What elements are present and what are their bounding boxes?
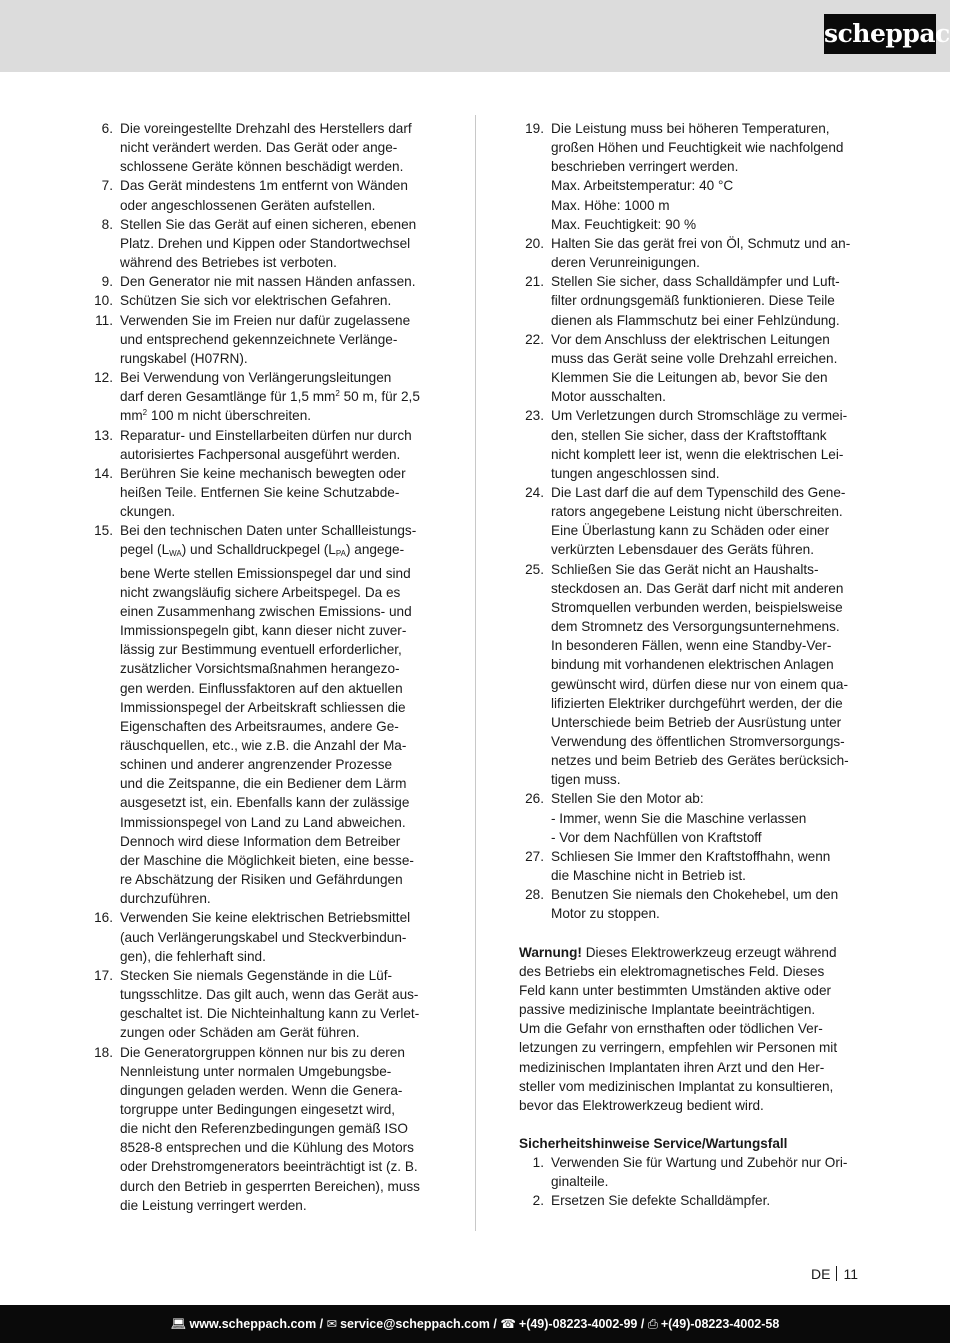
list-item [88,291,430,310]
list-item [88,215,430,272]
list-item-line: die Leistung verringert werden. [120,1197,307,1213]
list-item-line: Den Generator nie mit nassen Händen anfassen. [120,274,416,290]
list-item-line: gewünscht wird, dürfen diese nur von einem qua- [551,676,848,692]
list-item-line: $mm^2$ 100 m nicht überschreiten. [120,408,312,424]
list-item-line: Die voreingestellte Drehzahl des Herstellers darf [120,121,412,136]
list-item-line: verkürzten Lebensdauer des Geräts führen. [551,542,814,558]
list-item-line: nicht komplett leer ist, wenn die elektrischen Lei- [551,446,844,462]
list-item [519,1153,860,1191]
warning-line: steller vom medizinischen Implantat zu konsultieren, [519,1078,834,1094]
list-item-line: rungskabel (H07RN). [120,350,248,366]
list-item-line: ginalteile. [551,1174,609,1190]
list-item-line: Max. Höhe: 1000 m [551,197,670,213]
list-item-line: und die Zeitspanne, die ein Bediener dem Lärm [120,776,407,792]
list-item-number: 19. [525,121,544,136]
list-item-line: Immissionspegel der Arbeitskraft schliessen die [120,699,406,715]
list-item-line: zusätzlicher Vorsichtsmaßnahmen herangezo- [120,661,400,677]
list-item-number: 26. [525,791,544,807]
list-item-line: Schliesen Sie Immer den Kraftstoffhahn, wenn [551,848,831,864]
list-item [519,560,860,790]
list-item-line: lässig zur Bestimmung eventuell erforderlicher, [120,642,402,658]
list-item-line: den, stellen Sie sicher, dass der Kraftstofftank [551,427,827,443]
list-item [519,885,860,923]
list-item-line: der Maschine die Möglichkeit bieten, eine besse- [120,852,414,868]
list-item-line: schlossene Geräte können beschädigt werden. [120,159,404,175]
list-item-line: gen), die fehlerhaft sind. [120,948,266,964]
list-item-line: Vor dem Anschluss der elektrischen Leitungen [551,331,830,347]
list-item-line: Benutzen Sie niemals den Chokehebel, um den [551,887,839,903]
page-number: DE 11 [811,1266,858,1282]
list-item-line: pegel $(L_{WA})$ und Schalldruckpegel $(L_{PA})$ angege- [120,542,405,559]
list-item-line: Bei Verwendung von Verlängerungsleitungen [120,370,392,386]
list-item [88,908,430,965]
list-item-line: oder angeschlossenen Geräten aufstellen. [120,197,376,213]
list-item-number: 15. [94,523,113,539]
list-item-line: heißen Teile. Entfernen Sie keine Schutzabde- [120,484,400,500]
list-item-line: deren Verunreinigungen. [551,255,700,271]
column-divider [475,115,476,1231]
list-item-line: Verwendung des öffentlichen Stromversorgungs- [551,734,845,749]
warning-label: Warnung! [519,944,582,960]
list-item-line: räuschquellen, etc., wie z.B. die Anzahl der Ma- [120,738,407,753]
list-item-number: 6. [101,121,113,136]
list-item-line: tigen muss. [551,772,621,788]
list-item-line: torgruppe unter Bedingungen eingesetzt wird, [120,1101,396,1117]
list-item [88,176,430,214]
list-item [88,1043,430,1215]
list-item-number: 12. [94,370,113,386]
list-item-line: tungen angeschlossen sind. [551,465,720,481]
warning-paragraph: Warnung! Dieses Elektrowerkzeug erzeugt während des Betriebs ein elektromagnetisches Feld. Dieses Feld kann unter bestimmten Umständen aktive oder passive medizinische Implantate beeinträchtigen. Um die Gefahr von ernsthaften oder tödlichen Ver- letzungen zu verringern, empfehlen wir Personen mit medizinischen Implantaten ihren Arzt und den Her- steller vom medizinischen Implantat zu konsultieren, bevor das Elektrowerkzeug bedient wird. [519,943,860,1115]
list-item-line: Stellen Sie den Motor ab: [551,791,704,807]
list-item [519,330,860,407]
list-item-line: filter ordnungsgemäß funktionieren. Diese Teile [551,293,835,309]
list-item-line: bindung mit vorhandenen elektrischen Anlagen [551,657,834,673]
list-item-line: bene Werte stellen Emissionspegel dar und sind [120,565,411,581]
mail-icon: ✉ [326,1317,338,1331]
list-item-line: (auch Verlängerungskabel und Steckverbindun- [120,929,407,945]
footer-phone[interactable]: +(49)-08223-4002-99 / [518,1317,645,1331]
list-item-line: ausgesetzt ist, ein. Ebenfalls kann der zulässige [120,795,410,811]
list-item [88,464,430,521]
list-item-number: 9. [101,274,113,290]
list-item-line: lifizierten Elektriker durchgeführt werden, der die [551,695,843,711]
list-item-number: 21. [525,274,544,290]
list-item-number: 1. [532,1155,544,1171]
list-item-number: 10. [94,293,113,309]
list-item-line: Die Generatorgruppen können nur bis zu deren [120,1044,405,1060]
list-item-line: Unterschiede beim Betrieb der Ausrüstung unter [551,714,842,730]
list-item-number: 11. [95,312,113,328]
left-column [88,119,430,1215]
phone-icon: ☎ [500,1317,516,1331]
list-item-line: Immissionspegeln gibt, kann dieser nicht zuver- [120,623,407,639]
warning-line: passive medizinische Implantate beeinträchtigen. [519,1002,816,1018]
list-item-line: Stellen Sie sicher, dass Schalldämpfer und Luft- [551,274,840,290]
list-item-number: 8. [101,216,113,232]
list-item-line: einen Zusammenhang zwischen Emissions- und [120,603,412,619]
list-item-number: 7. [101,178,113,194]
list-item-line: Verwenden Sie im Freien nur dafür zugelassene [120,312,411,328]
list-item-line: Bei den technischen Daten unter Schallleistungs- [120,523,417,539]
warning-line: medizinischen Implantaten ihren Arzt und den Her- [519,1059,825,1075]
list-item-line: nicht verändert werden. Das Gerät oder ange- [120,140,398,156]
header-band [0,0,950,72]
list-item-line: autorisiertes Fachpersonal ausgeführt werden. [120,446,401,462]
list-item-12 [88,368,430,425]
list-item [519,119,860,234]
right-column [519,119,860,1211]
list-item-line: Schützen Sie sich vor elektrischen Gefahren. [120,293,392,309]
list-item-line: re Abschätzung der Risiken und Gefährdungen [120,872,403,888]
list-item-line: Klemmen Sie die Leitungen ab, bevor Sie den [551,370,828,386]
list-item-line: Motor zu stoppen. [551,906,660,922]
list-item [519,1191,860,1210]
list-item [88,311,430,368]
list-item [519,789,860,846]
list-item-line: - Immer, wenn Sie die Maschine verlassen [551,810,807,826]
list-item-line: dingungen geladen werden. Wenn die Genera- [120,1082,403,1098]
list-item [519,272,860,329]
list-item [88,966,430,1043]
list-item-line: In besonderen Fällen, wenn eine Standby-Ver- [551,638,832,654]
list-item-number: 13. [94,427,113,443]
list-item-line: Reparatur- und Einstellarbeiten dürfen nur durch [120,427,412,443]
list-item-line: Verwenden Sie für Wartung und Zubehör nur Ori- [551,1155,848,1171]
list-item-line: Motor ausschalten. [551,389,666,405]
list-item-line: Um Verletzungen durch Stromschläge zu vermei- [551,408,848,424]
list-item-line: muss das Gerät seine volle Drehzahl erreichen. [551,350,838,366]
list-item-line: durchzuführen. [120,891,211,907]
list-item-number: 2. [532,1193,544,1209]
list-item-number: 25. [525,561,544,577]
list-item [519,406,860,483]
list-item-line: Eine Überlastung kann zu Schäden oder einer [551,523,830,539]
list-item-line: die Maschine nicht in Betrieb ist. [551,868,746,884]
list-item-line: 8528-8 entsprechen und die Kühlung des Motors [120,1140,414,1156]
list-item-line: steckdosen an. Das Gerät darf nicht mit anderen [551,580,844,596]
list-item-line: während des Betriebes ist verboten. [120,255,337,271]
brand-logo: scheppach [824,14,936,54]
footer-fax[interactable]: +(49)-08223-4002-58 [660,1317,780,1331]
list-item-line: dienen als Flammschutz bei einer Fehlzündung. [551,312,840,328]
footer-website[interactable]: www.scheppach.com / [189,1317,324,1331]
warning-line: bevor das Elektrowerkzeug bedient wird. [519,1097,764,1113]
list-item-line: Platz. Drehen und Kippen oder Standortwechsel [120,235,411,251]
list-item-15 [88,521,430,908]
list-item-number: 17. [94,967,113,983]
list-item-line: Verwenden Sie keine elektrischen Betriebsmittel [120,910,411,926]
footer-bar [0,1305,950,1343]
list-item-line: dem Stromnetz des Versorgungsunternehmens. [551,619,840,635]
list-item-number: 18. [94,1044,113,1060]
list-item-line: Schließen Sie das Gerät nicht an Haushalts- [551,561,819,577]
footer-email[interactable]: service@scheppach.com / [340,1317,497,1331]
warning-line: Feld kann unter bestimmten Umständen aktive oder [519,982,832,998]
list-item-line: Eigenschaften des Arbeitsraumes, andere Ge- [120,718,399,734]
list-item [88,426,430,464]
list-item-line: geschaltet ist. Die Nichteinhaltung kann zu Verlet- [120,1006,420,1022]
list-item-line: Immissionspegel von Land zu Land abweichen. [120,814,406,830]
list-item-line: die nicht den Referenzbedingungen gemäß ISO [120,1121,408,1137]
list-item-line: zungen oder Schäden am Gerät führen. [120,1025,360,1041]
list-item-line: Das Gerät mindestens 1m entfernt von Wänden [120,178,408,194]
list-item-number: 24. [525,484,544,500]
list-item-line: beschrieben verringert werden. [551,159,739,175]
list-item-number: 28. [525,887,544,903]
list-item-line: Stellen Sie das Gerät auf einen sicheren, ebenen [120,216,417,232]
list-item-number: 23. [525,408,544,424]
warning-line: letzungen zu verringern, empfehlen wir Personen mit [519,1040,838,1056]
warning-line: Um die Gefahr von ernsthaften oder tödlichen Ver- [519,1021,823,1037]
list-item [519,483,860,560]
list-item [88,272,430,291]
list-item-line: Nennleistung unter normalen Umgebungsbe- [120,1063,392,1079]
list-item-number: 14. [94,465,113,481]
list-item-line: Die Leistung muss bei höheren Temperaturen, [551,121,830,136]
list-item [519,847,860,885]
list-item-line: Max. Feuchtigkeit: 90 % [551,216,697,232]
list-item-line: Die Last darf die auf dem Typenschild des Gene- [551,484,846,500]
list-item [519,234,860,272]
list-item-line: Dennoch wird diese Information dem Betreiber [120,833,401,849]
list-item-line: Stecken Sie niemals Gegenstände in die Lüf- [120,967,393,983]
list-item-line: netzes und beim Betrieb des Gerätes berücksich- [551,753,849,769]
list-item-line: schinen und anderer angrenzender Prozesse [120,757,393,773]
list-item-line: - Vor dem Nachfüllen von Kraftstoff [551,829,762,845]
list-item-line: Stromquellen verbunden werden, beispielsweise [551,599,843,615]
list-item-line: ckungen. [120,504,176,520]
list-item-line: Halten Sie das gerät frei von Öl, Schmutz und an- [551,235,851,251]
list-item-line: darf deren Gesamtlänge für 1,5 $mm^2$ 50 m, für 2,5 [120,389,420,405]
list-item-line: Berühren Sie keine mechanisch bewegten oder [120,465,406,481]
list-item-line: rators angegebene Leistung nicht überschreiten. [551,504,843,520]
list-item-number: 16. [94,910,113,926]
list-item [88,119,430,176]
list-item-line: großen Höhen und Feuchtigkeit wie nachfolgend [551,140,844,156]
list-item-line: Ersetzen Sie defekte Schalldämpfer. [551,1193,771,1209]
list-item-line: oder Drehstromgenerators beeinträchtigt ist (z. B. [120,1159,418,1175]
list-item-line: durch den Betrieb in gesperrten Bereichen), muss [120,1178,420,1194]
list-item-line: tungsschlitze. Das gilt auch, wenn das Gerät aus- [120,987,419,1003]
computer-icon: 💻︎ [170,1317,187,1331]
service-section-title: Sicherheitshinweise Service/Wartungsfall [519,1135,788,1151]
list-item-line: nicht zwangsläufig sichere Arbeitspegel. Da es [120,584,401,600]
list-item-number: 22. [525,331,544,347]
list-item-number: 20. [525,235,544,251]
list-item-line: Max. Arbeitstemperatur: 40 °C [551,178,734,194]
list-item-line: gen werden. Einflussfaktoren auf den aktuellen [120,680,403,696]
list-item-number: 27. [525,848,544,864]
list-item-line: und entsprechend gekennzeichnete Verlänge- [120,331,398,347]
warning-line: des Betriebs ein elektromagnetisches Feld. Dieses [519,963,825,979]
fax-icon: ⎙ [647,1317,658,1331]
